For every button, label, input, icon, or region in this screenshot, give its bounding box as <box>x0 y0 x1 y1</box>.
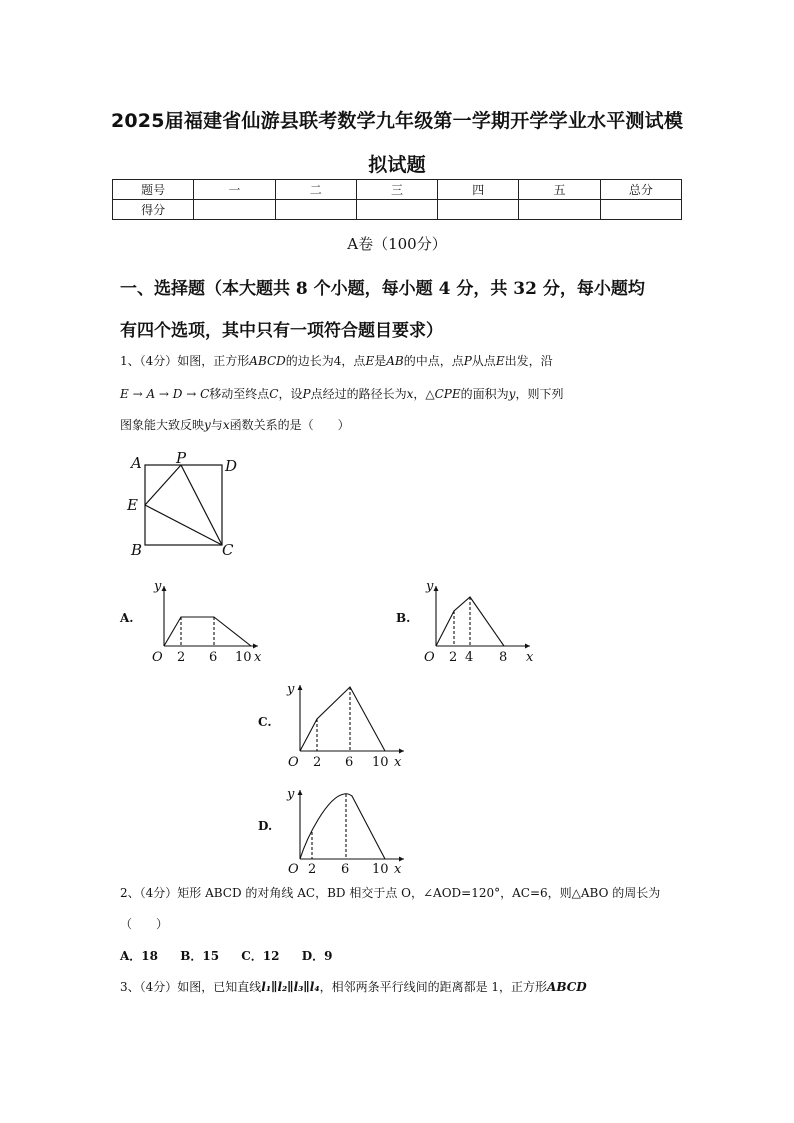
text: 的中点，点 <box>403 354 464 368</box>
tick-label: 6 <box>209 650 218 665</box>
segment-ec <box>145 505 222 545</box>
math: x <box>406 387 414 401</box>
option-a-label[interactable]: A. <box>120 611 134 625</box>
math: y <box>204 418 211 432</box>
section-label: A卷（100分） <box>347 235 447 253</box>
tick-label: 2 <box>177 650 186 665</box>
x-label: x <box>254 650 262 665</box>
table-row <box>113 180 682 200</box>
table-cell <box>438 200 519 220</box>
text: 的面积为 <box>460 387 509 401</box>
math: E <box>495 354 505 368</box>
x-label: x <box>526 650 534 665</box>
label-b: B <box>131 541 143 559</box>
section-heading-line2: 有四个选项，其中只有一项符合题目要求） <box>120 321 443 341</box>
table-cell: 一 <box>194 180 275 200</box>
table-cell <box>600 200 681 220</box>
math: AB <box>386 354 404 368</box>
math: l₁∥l₂∥l₃∥l₄ <box>261 980 320 994</box>
text: 出发，沿 <box>504 354 553 368</box>
tick-label: 4 <box>465 650 474 665</box>
table-cell: 题号 <box>113 180 194 200</box>
choice-d[interactable]: D．9 <box>301 949 333 963</box>
q2-line2: （ ） <box>120 917 169 931</box>
q1-line3 <box>120 418 350 432</box>
text: 移动至终点 <box>209 387 270 401</box>
text: 点经过的路径长为 <box>310 387 407 401</box>
option-c-graph[interactable] <box>282 677 412 772</box>
label-c: C <box>222 541 234 559</box>
table-cell: 四 <box>438 180 519 200</box>
text: ，设 <box>278 387 303 401</box>
graph-curve <box>300 687 385 751</box>
text: ，相邻两条平行线间的距离都是 1，正方形 <box>319 980 548 994</box>
text: 是 <box>374 354 387 368</box>
y-label: y <box>287 787 295 802</box>
origin-label: O <box>152 650 163 665</box>
x-label: x <box>394 755 402 770</box>
q3-line1 <box>120 980 587 994</box>
option-d-label[interactable]: D. <box>258 819 273 833</box>
tick-label: 6 <box>345 755 354 770</box>
q1-square-figure <box>120 448 260 568</box>
choice-a[interactable]: A．18 <box>120 949 159 963</box>
segment-pc <box>181 465 222 545</box>
math: △CPE <box>425 387 461 401</box>
table-cell: 三 <box>356 180 437 200</box>
choice-c[interactable]: C．12 <box>241 949 280 963</box>
text: 与 <box>210 418 223 432</box>
text: 从点 <box>471 354 496 368</box>
segment-ep <box>145 465 181 505</box>
axis-arrows <box>298 685 405 754</box>
text: 1、（4分）如图，正方形 <box>120 354 250 368</box>
graph-curve <box>300 794 385 859</box>
tick-label: 10 <box>372 755 389 770</box>
axis-arrows <box>298 790 405 862</box>
table-cell: 五 <box>519 180 600 200</box>
math: E <box>365 354 375 368</box>
label-a: A <box>131 454 142 472</box>
label-p: P <box>176 449 187 467</box>
option-c-label[interactable]: C. <box>258 715 272 729</box>
y-label: y <box>426 579 434 594</box>
x-label: x <box>394 862 402 877</box>
choice-b[interactable]: B．15 <box>180 949 220 963</box>
graph-curve <box>164 617 251 646</box>
origin-label: O <box>424 650 435 665</box>
text: 函数关系的是（ ） <box>229 418 350 432</box>
label-e: E <box>127 496 138 514</box>
math: y <box>508 387 516 401</box>
y-label: y <box>287 682 295 697</box>
table-row <box>113 200 682 220</box>
q1-line2 <box>120 387 563 401</box>
option-b-graph[interactable] <box>418 576 538 666</box>
y-label: y <box>154 579 162 594</box>
q1-line1 <box>120 354 553 368</box>
tick-label: 10 <box>372 862 389 877</box>
text: ，则下列 <box>515 387 564 401</box>
table-cell <box>194 200 275 220</box>
text: 图象能大致反映 <box>120 418 205 432</box>
option-a-graph[interactable] <box>146 576 266 666</box>
tick-label: 8 <box>499 650 508 665</box>
option-b-label[interactable]: B. <box>396 611 411 625</box>
doc-title-line1: 2025届福建省仙游县联考数学九年级第一学期开学学业水平测试模 <box>110 110 684 132</box>
q2-line1: 2、（4分）矩形 ABCD 的对角线 AC，BD 相交于点 O，∠AOD=120°，AC=6，则△ABO 的周长为 <box>120 886 661 900</box>
table-cell <box>356 200 437 220</box>
tick-label: 10 <box>235 650 252 665</box>
table-cell: 得分 <box>113 200 194 220</box>
square-outline <box>145 465 222 545</box>
origin-label: O <box>288 862 299 877</box>
math: P <box>463 354 472 368</box>
text: 3、（4分）如图，已知直线 <box>120 980 262 994</box>
math: x <box>222 418 230 432</box>
math: P <box>302 387 311 401</box>
text: 的边长为4，点 <box>285 354 366 368</box>
table-cell: 二 <box>275 180 356 200</box>
table-cell: 总分 <box>600 180 681 200</box>
text: ， <box>413 387 426 401</box>
table-cell <box>519 200 600 220</box>
option-d-graph[interactable] <box>282 782 412 877</box>
label-d: D <box>225 457 238 475</box>
score-table <box>112 179 682 220</box>
math: C <box>269 387 279 401</box>
tick-label: 2 <box>449 650 458 665</box>
table-cell <box>275 200 356 220</box>
origin-label: O <box>288 755 299 770</box>
math: ABCD <box>249 354 286 368</box>
math: ABCD <box>547 980 587 994</box>
tick-label: 2 <box>308 862 317 877</box>
doc-title-line2: 拟试题 <box>368 154 426 176</box>
section-heading-line1: 一、选择题（本大题共 8 个小题，每小题 4 分，共 32 分，每小题均 <box>120 279 645 299</box>
axis-arrows <box>434 586 531 649</box>
q2-choices <box>120 949 350 963</box>
math: E → A → D → C <box>120 387 210 401</box>
tick-label: 6 <box>341 862 350 877</box>
tick-label: 2 <box>313 755 322 770</box>
